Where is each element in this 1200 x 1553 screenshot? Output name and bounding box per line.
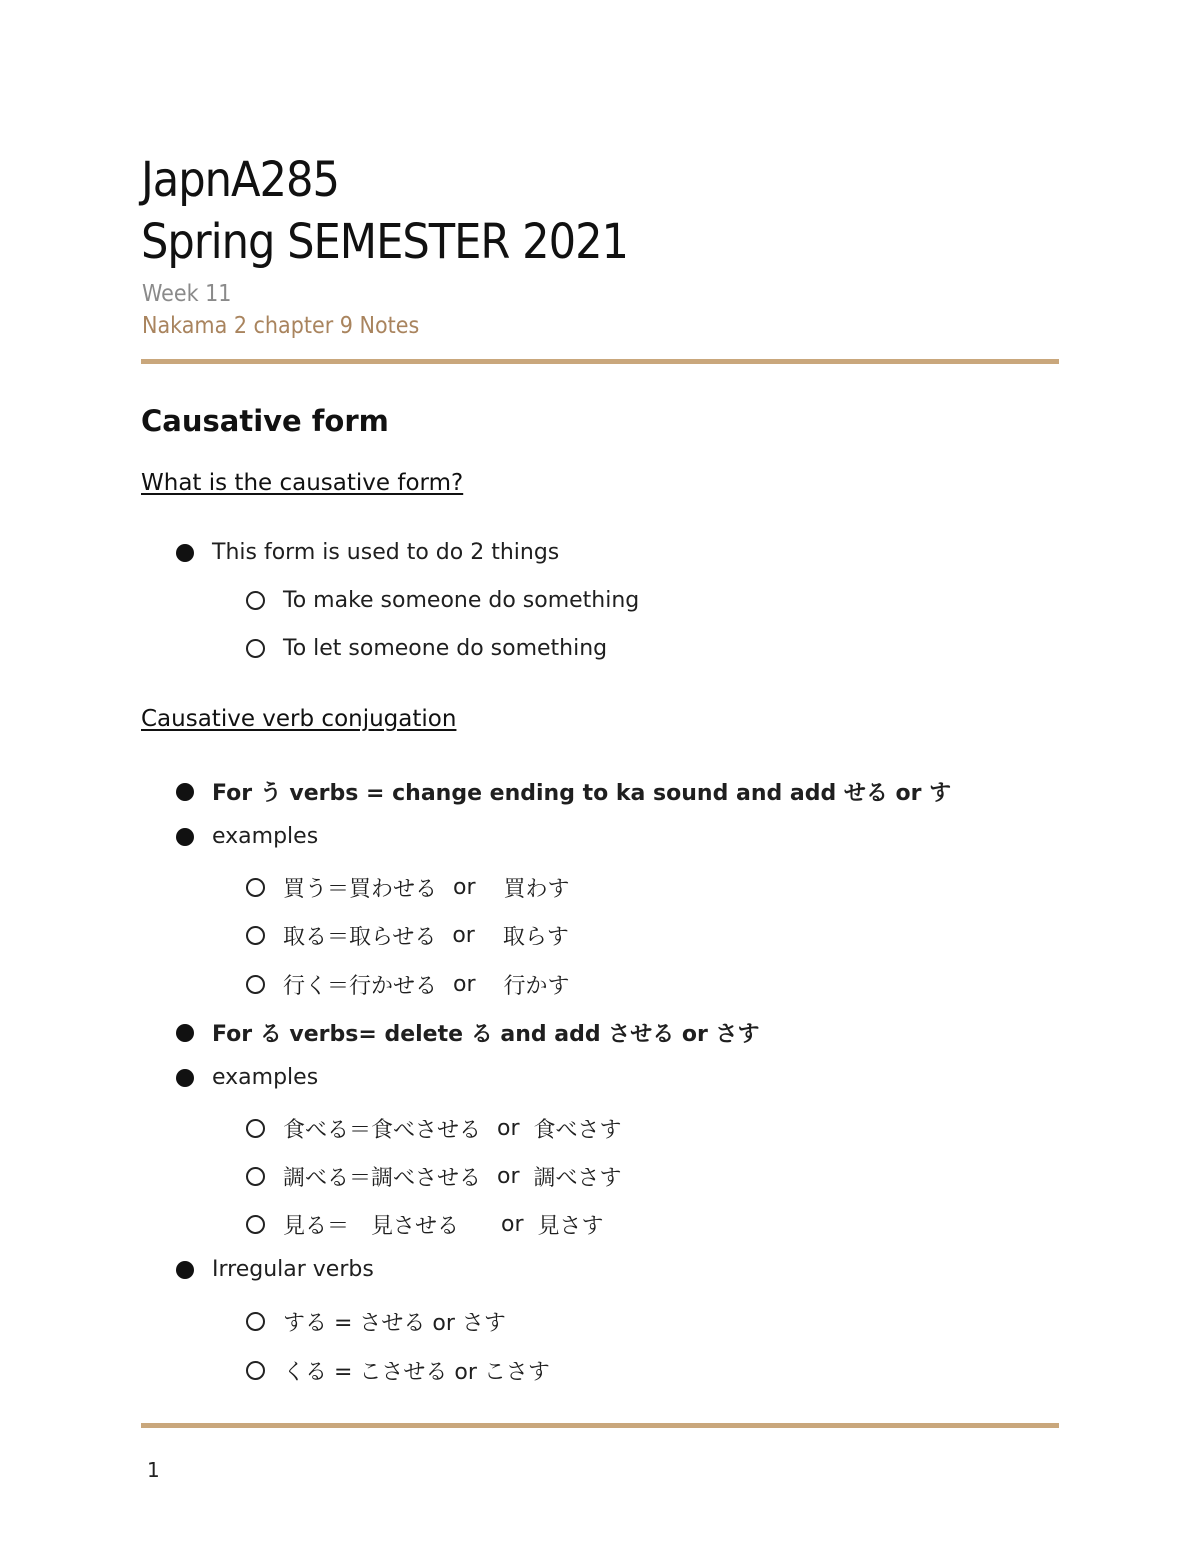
week-label: Week 11 (142, 281, 232, 307)
footer-divider (141, 1423, 1059, 1428)
examples-label: examples (212, 1065, 319, 1090)
example-or: or (497, 1116, 520, 1141)
bullet-circle-icon (246, 1312, 265, 1331)
page-number: 1 (147, 1458, 160, 1482)
list-item (176, 1257, 374, 1282)
document-title (141, 150, 628, 274)
example-row (246, 969, 570, 1000)
bullet-circle-icon (246, 639, 265, 658)
example-alt: 見さす (537, 1214, 604, 1239)
list-subitem (246, 1355, 550, 1386)
list-subitem (246, 636, 607, 661)
header-divider (141, 359, 1059, 364)
course-code: JapnA285 (141, 152, 339, 208)
list-subitem (246, 1306, 506, 1337)
u-verb-rule: For う verbs = change ending to ka sound and add せる or す (212, 781, 952, 806)
example-alt: 食べさす (533, 1118, 622, 1143)
example-row (246, 872, 570, 903)
irregular-verb: する = させる or さす (283, 1311, 506, 1336)
bullet-circle-icon (246, 975, 265, 994)
bullet-circle-icon (246, 878, 265, 897)
bullet-circle-icon (246, 1361, 265, 1380)
irregular-label: Irregular verbs (212, 1257, 374, 1282)
bullet-circle-icon (246, 1167, 265, 1186)
bullet-disc-icon (176, 1069, 194, 1087)
bullet-disc-icon (176, 1024, 194, 1042)
example-or: or (501, 1212, 524, 1237)
notes-subtitle: Nakama 2 chapter 9 Notes (142, 313, 420, 339)
irregular-verb: くる = こさせる or こさす (283, 1360, 550, 1385)
bullet-disc-icon (176, 544, 194, 562)
example-alt: 行かす (503, 974, 570, 999)
list-item (176, 540, 559, 565)
question-heading: What is the causative form? (141, 470, 464, 496)
example-verb: 見る＝ 見させる (283, 1214, 460, 1239)
section-heading: Causative form (141, 404, 389, 438)
bullet-circle-icon (246, 1119, 265, 1138)
example-row (246, 1113, 622, 1144)
example-row (246, 1161, 622, 1192)
examples-label: examples (212, 824, 319, 849)
list-item (176, 776, 951, 807)
example-row (246, 1209, 604, 1240)
bullet-circle-icon (246, 1215, 265, 1234)
example-or: or (452, 923, 475, 948)
example-alt: 取らす (502, 925, 569, 950)
conjugation-heading: Causative verb conjugation (141, 706, 457, 732)
example-or: or (497, 1164, 520, 1189)
example-verb: 食べる＝食べさせる (283, 1118, 482, 1143)
list-subitem-text: To let someone do something (283, 636, 608, 661)
bullet-circle-icon (246, 926, 265, 945)
example-alt: 買わす (503, 877, 570, 902)
example-or: or (453, 875, 476, 900)
bullet-disc-icon (176, 1261, 194, 1279)
example-row (246, 920, 569, 951)
example-alt: 調べさす (533, 1166, 622, 1191)
list-item-text: This form is used to do 2 things (212, 540, 560, 565)
list-item (176, 824, 318, 849)
list-item (176, 1017, 760, 1048)
example-verb: 取る＝取らせる (283, 925, 437, 950)
example-or: or (453, 972, 476, 997)
bullet-disc-icon (176, 783, 194, 801)
example-verb: 調べる＝調べさせる (283, 1166, 482, 1191)
bullet-circle-icon (246, 591, 265, 610)
ru-verb-rule: For る verbs= delete る and add させる or さす (212, 1022, 760, 1047)
example-verb: 行く＝行かせる (283, 974, 438, 999)
list-subitem-text: To make someone do something (283, 588, 640, 613)
list-subitem (246, 588, 639, 613)
semester-title: Spring SEMESTER 2021 (141, 214, 628, 270)
list-item (176, 1065, 318, 1090)
bullet-disc-icon (176, 828, 194, 846)
example-verb: 買う＝買わせる (283, 877, 438, 902)
